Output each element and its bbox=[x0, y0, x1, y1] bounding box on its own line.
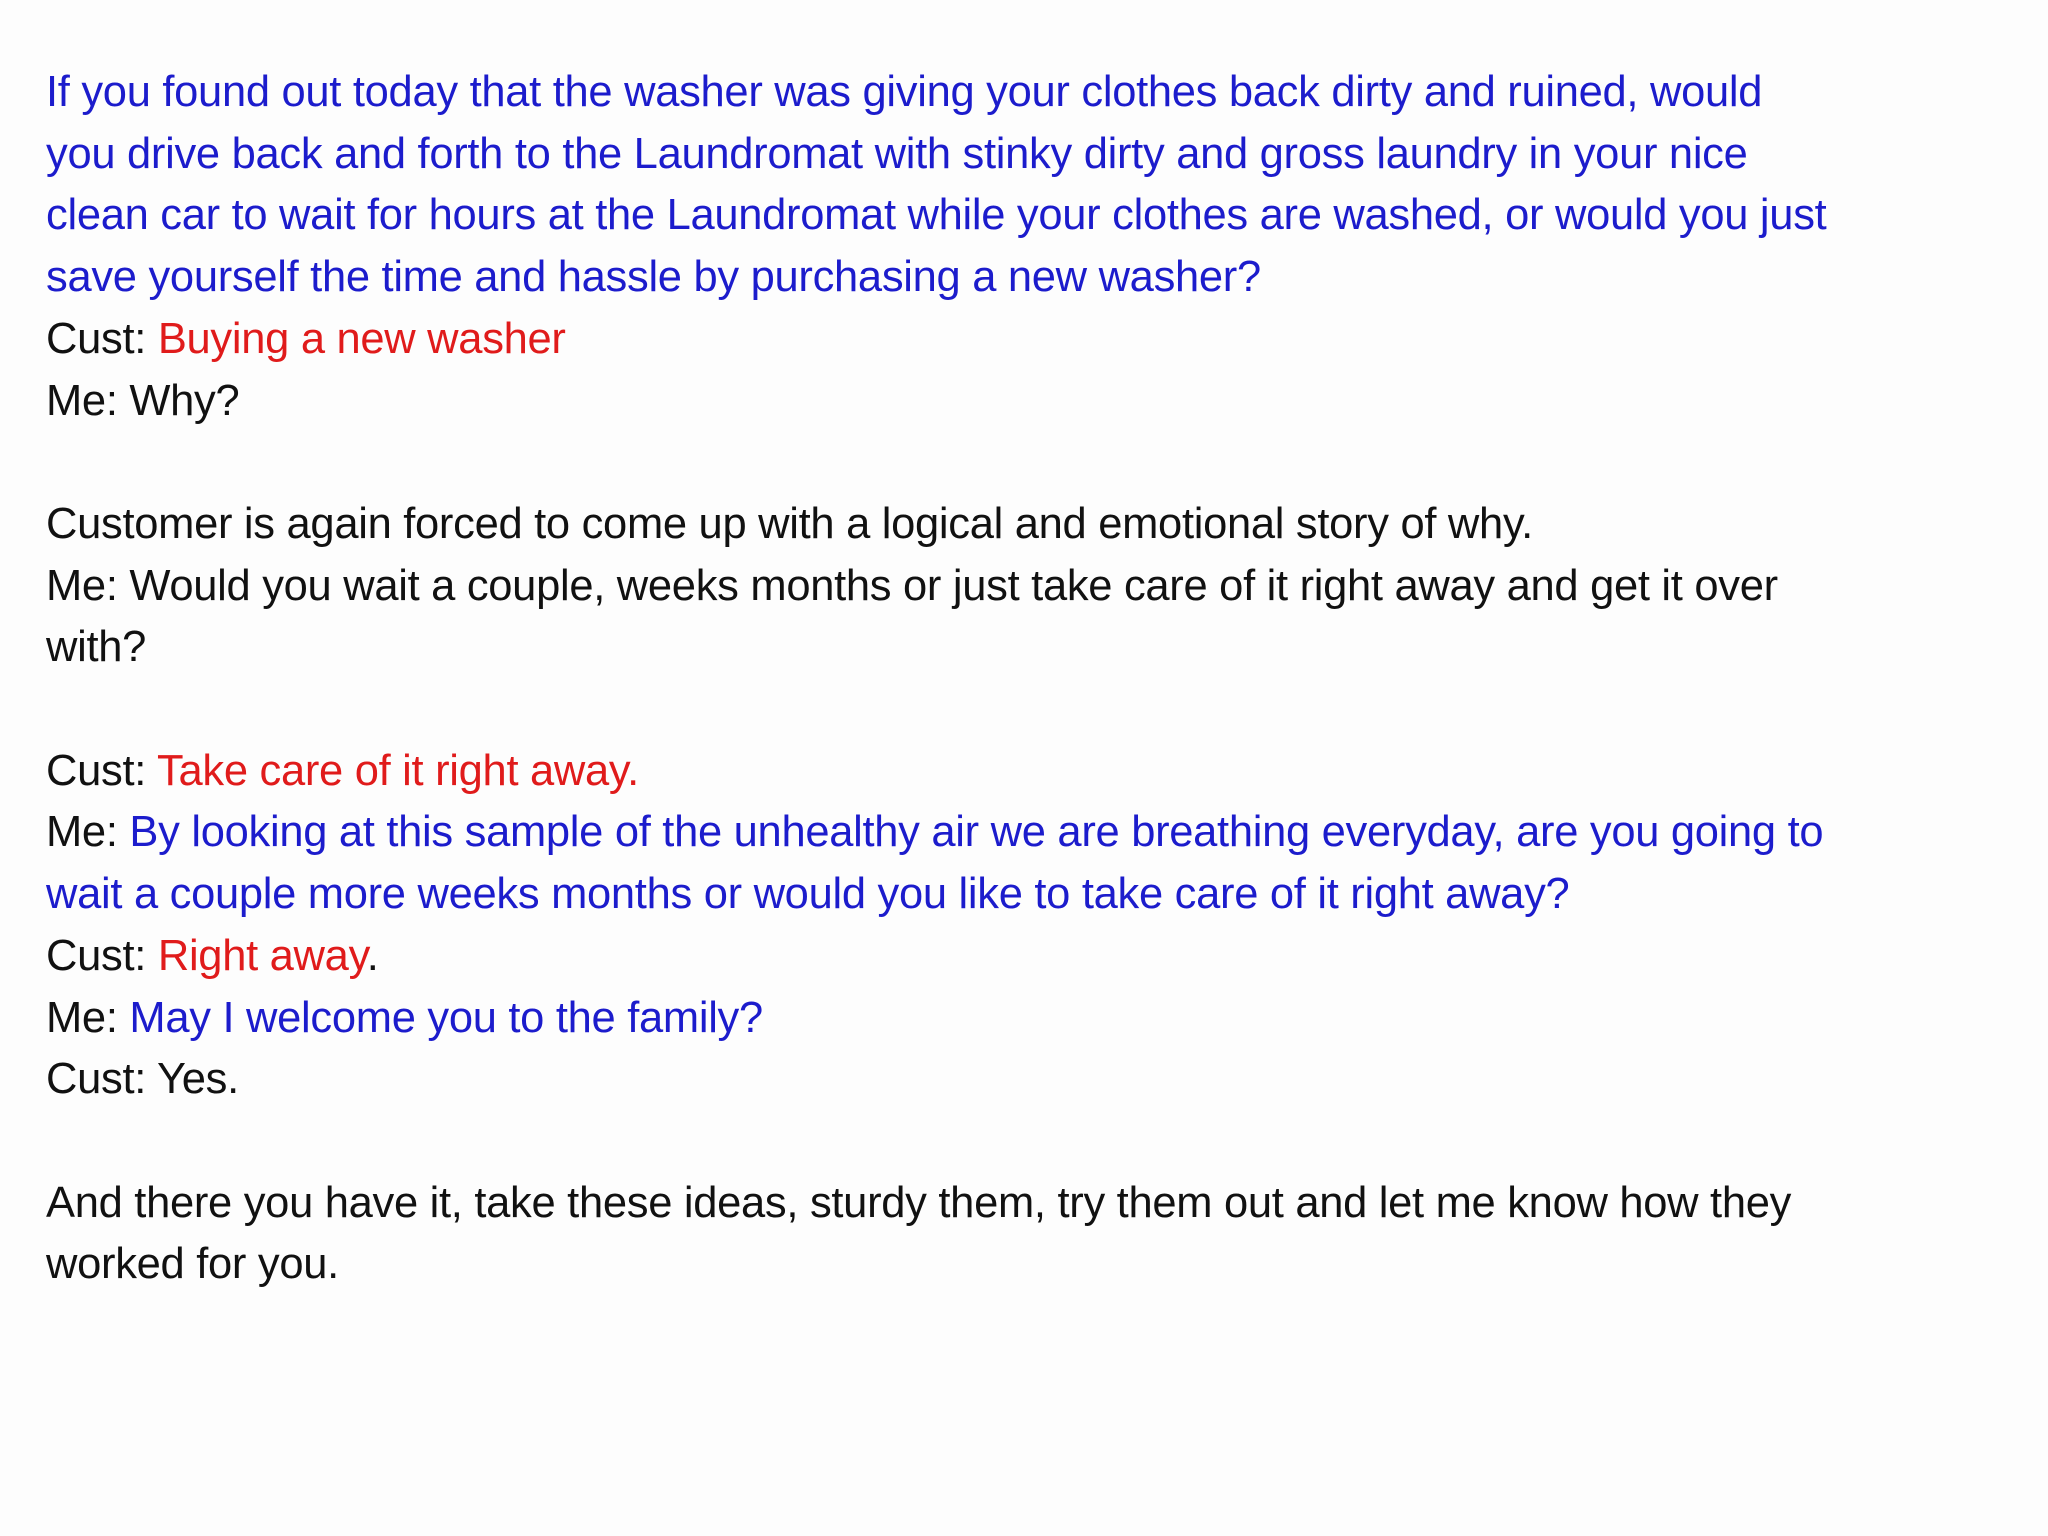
question-text: By looking at this sample of the unhealthy air we are breathing everyday, are you going to bbox=[129, 808, 1824, 857]
speaker-me: Me: bbox=[46, 993, 130, 1042]
me-question-air-line-2: wait a couple more weeks months or would you like to take care of it right away? bbox=[46, 870, 1570, 919]
customer-answer-right-away bbox=[46, 926, 2036, 988]
speaker-cust: Cust: bbox=[46, 931, 158, 980]
speaker-cust: Cust: bbox=[46, 314, 158, 363]
closing-line-1: And there you have it, take these ideas, sturdy them, try them out and let me know how they bbox=[46, 1178, 1792, 1227]
me-question-air-line-1 bbox=[46, 802, 2036, 864]
customer-answer-take-care bbox=[46, 741, 2036, 803]
speaker-me: Me: bbox=[46, 808, 130, 857]
me-question-welcome bbox=[46, 988, 2036, 1050]
question-text: May I welcome you to the family? bbox=[129, 993, 763, 1042]
answer-text: Buying a new washer bbox=[157, 314, 566, 363]
answer-period: . bbox=[366, 931, 379, 980]
slide-text-body bbox=[46, 62, 2036, 1296]
spacer bbox=[46, 679, 2036, 741]
customer-answer-yes: Cust: Yes. bbox=[46, 1055, 239, 1104]
customer-answer-washer bbox=[46, 309, 2036, 371]
question-washer-line-3: clean car to wait for hours at the Laundromat while your clothes are washed, or would you just bbox=[46, 191, 1827, 240]
question-washer-line-4: save yourself the time and hassle by purchasing a new washer? bbox=[46, 253, 1261, 302]
answer-text: Take care of it right away. bbox=[157, 746, 639, 795]
closing-line-2: worked for you. bbox=[46, 1240, 339, 1289]
question-washer-line-1: If you found out today that the washer was giving your clothes back dirty and ruined, would bbox=[46, 68, 1763, 116]
me-wait-line-1: Me: Would you wait a couple, weeks months or just take care of it right away and get it over bbox=[46, 561, 1778, 610]
speaker-cust: Cust: bbox=[46, 746, 158, 795]
narration-line: Customer is again forced to come up with a logical and emotional story of why. bbox=[46, 499, 1533, 548]
answer-text: Right away bbox=[157, 931, 367, 980]
spacer bbox=[46, 432, 2036, 494]
me-wait-line-2: with? bbox=[46, 623, 147, 672]
spacer bbox=[46, 1111, 2036, 1173]
me-why-line: Me: Why? bbox=[46, 376, 240, 425]
question-washer-line-2: you drive back and forth to the Laundromat with stinky dirty and gross laundry in your nice bbox=[46, 129, 1748, 178]
